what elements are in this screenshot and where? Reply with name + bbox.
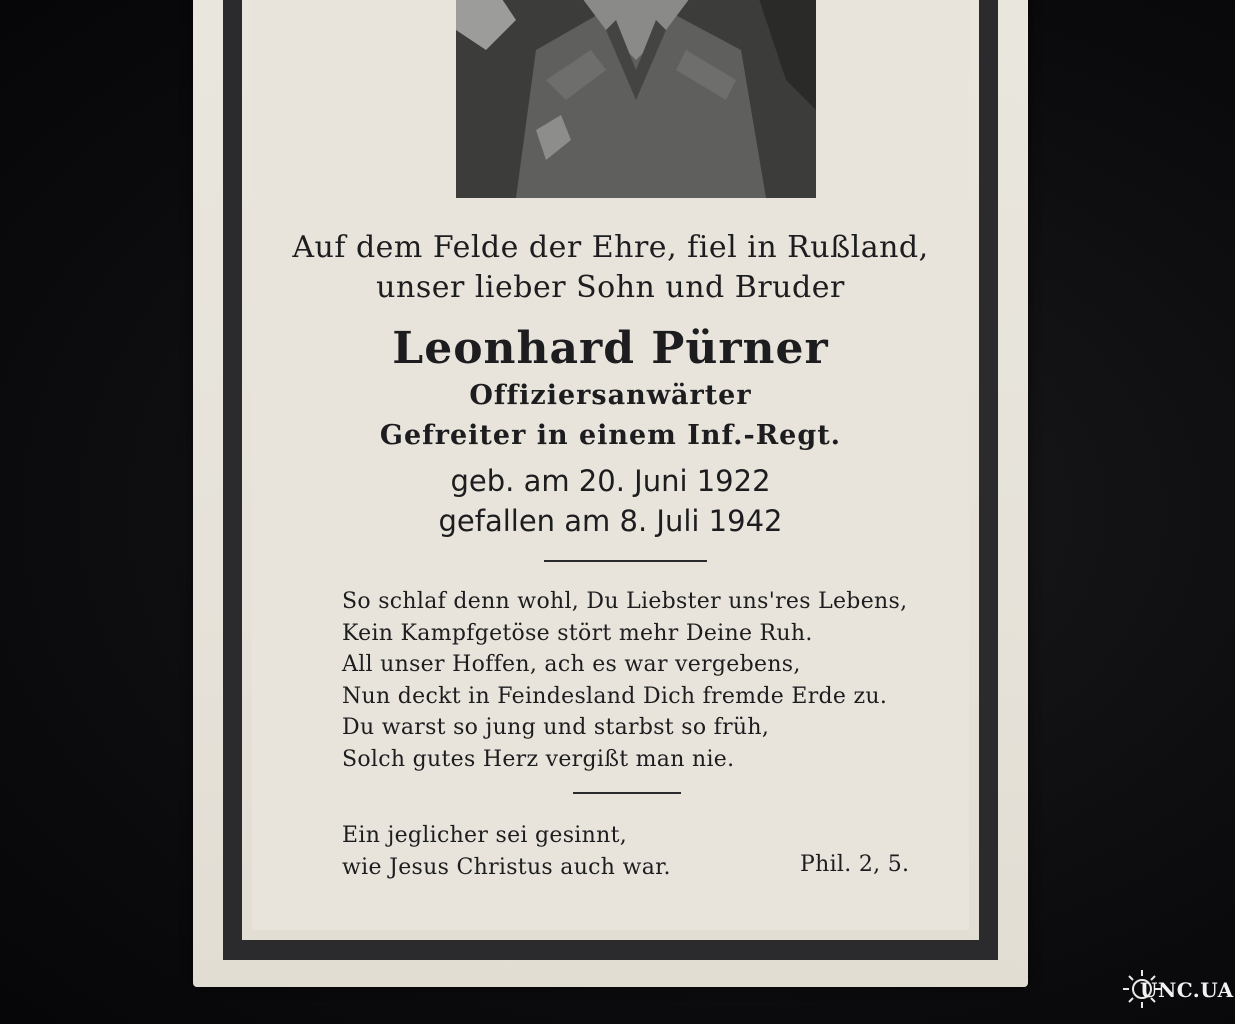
verse-line: Ein jeglicher sei gesinnt,: [342, 823, 628, 848]
memorial-poem: [342, 586, 907, 776]
divider-rule: [544, 560, 707, 562]
soldier-portrait-photo: [456, 0, 816, 198]
poem-line: Du warst so jung und starbst so früh,: [342, 715, 770, 741]
card-inner: [252, 0, 969, 930]
death-announcement-line-2: unser lieber Sohn und Bruder: [376, 270, 845, 305]
birth-date: geb. am 20. Juni 1922: [450, 464, 771, 498]
poem-line: So schlaf denn wohl, Du Liebster uns'res Lebens,: [342, 589, 908, 614]
memorial-card: [193, 0, 1028, 987]
poem-line: All unser Hoffen, ach es war vergebens,: [342, 652, 801, 678]
deceased-name: Leonhard Pürner: [392, 323, 829, 374]
divider-rule: [573, 792, 681, 794]
portrait-image: [456, 0, 816, 198]
verse-reference: Phil. 2, 5.: [800, 852, 910, 877]
poem-line: Kein Kampfgetöse stört mehr Deine Ruh.: [342, 620, 813, 646]
death-date: gefallen am 8. Juli 1942: [438, 504, 783, 538]
verse-line: wie Jesus Christus auch war.: [342, 855, 671, 880]
poem-line: Nun deckt in Feindesland Dich fremde Erde zu.: [342, 683, 888, 709]
watermark-text: UNC.UA: [1140, 978, 1234, 1002]
death-announcement-line-1: Auf dem Felde der Ehre, fiel in Rußland,: [292, 230, 929, 265]
black-mourning-border: [223, 0, 998, 960]
bible-verse: [342, 820, 671, 884]
unit-description: Gefreiter in einem Inf.-Regt.: [379, 420, 842, 451]
rank-title: Offiziersanwärter: [469, 380, 752, 411]
poem-line: Solch gutes Herz vergißt man nie.: [342, 746, 735, 772]
